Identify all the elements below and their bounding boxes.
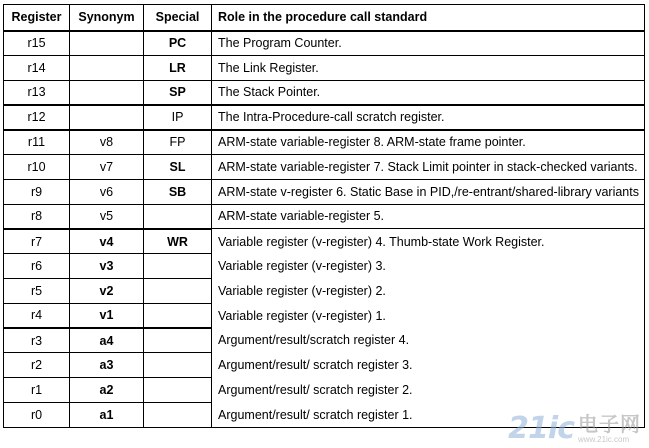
role-cell: Argument/result/ scratch register 2. <box>212 378 645 403</box>
table-row <box>4 303 645 328</box>
header-register: Register <box>4 5 70 31</box>
register-cell: r6 <box>4 254 70 279</box>
special-cell <box>144 402 212 427</box>
register-cell: r1 <box>4 378 70 403</box>
register-cell: r2 <box>4 353 70 378</box>
register-cell: r13 <box>4 80 70 105</box>
register-cell: r5 <box>4 278 70 303</box>
special-cell <box>144 378 212 403</box>
role-cell: The Stack Pointer. <box>212 80 645 105</box>
special-cell <box>144 204 212 229</box>
synonym-cell: v6 <box>70 179 144 204</box>
header-synonym: Synonym <box>70 5 144 31</box>
register-cell: r11 <box>4 130 70 155</box>
watermark-cn: 电子网 <box>578 414 641 436</box>
role-cell: The Program Counter. <box>212 31 645 56</box>
synonym-cell: v2 <box>70 278 144 303</box>
special-cell: FP <box>144 130 212 155</box>
register-cell: r7 <box>4 229 70 254</box>
synonym-cell: v5 <box>70 204 144 229</box>
watermark-text <box>578 415 641 444</box>
table-row <box>4 154 645 179</box>
synonym-cell <box>70 31 144 56</box>
table-row <box>4 378 645 403</box>
special-cell: IP <box>144 105 212 130</box>
role-cell: The Link Register. <box>212 55 645 80</box>
synonym-cell <box>70 55 144 80</box>
table-row <box>4 80 645 105</box>
watermark-logo: 21ic <box>508 411 574 446</box>
special-cell <box>144 278 212 303</box>
watermark-url: www.21ic.com <box>578 435 630 444</box>
table-row <box>4 328 645 353</box>
watermark <box>508 411 641 446</box>
table-row <box>4 278 645 303</box>
role-cell: ARM-state v-register 6. Static Base in PID,/re-entrant/shared-library variants <box>212 179 645 204</box>
table-row <box>4 179 645 204</box>
special-cell: LR <box>144 55 212 80</box>
role-cell: ARM-state variable-register 7. Stack Limit pointer in stack-checked variants. <box>212 154 645 179</box>
register-cell: r14 <box>4 55 70 80</box>
role-cell: ARM-state variable-register 5. <box>212 204 645 229</box>
role-cell: Argument/result/ scratch register 3. <box>212 353 645 378</box>
register-cell: r4 <box>4 303 70 328</box>
synonym-cell: a4 <box>70 328 144 353</box>
role-cell: Argument/result/scratch register 4. <box>212 328 645 353</box>
synonym-cell: v7 <box>70 154 144 179</box>
role-cell: Variable register (v-register) 2. <box>212 278 645 303</box>
synonym-cell: a1 <box>70 402 144 427</box>
synonym-cell: v3 <box>70 254 144 279</box>
role-cell: ARM-state variable-register 8. ARM-state frame pointer. <box>212 130 645 155</box>
special-cell <box>144 353 212 378</box>
table-row <box>4 31 645 56</box>
synonym-cell <box>70 105 144 130</box>
synonym-cell: v1 <box>70 303 144 328</box>
special-cell: PC <box>144 31 212 56</box>
register-cell: r12 <box>4 105 70 130</box>
synonym-cell: v8 <box>70 130 144 155</box>
special-cell: SL <box>144 154 212 179</box>
table-row <box>4 130 645 155</box>
register-cell: r8 <box>4 204 70 229</box>
synonym-cell: v4 <box>70 229 144 254</box>
role-cell: Variable register (v-register) 3. <box>212 254 645 279</box>
role-cell: Argument/result/ scratch register 1. <box>212 402 645 427</box>
register-cell: r3 <box>4 328 70 353</box>
table-row <box>4 55 645 80</box>
role-cell: The Intra-Procedure-call scratch register. <box>212 105 645 130</box>
table-row <box>4 105 645 130</box>
role-cell: Variable register (v-register) 4. Thumb-state Work Register. <box>212 229 645 254</box>
header-role: Role in the procedure call standard <box>212 5 645 31</box>
synonym-cell: a3 <box>70 353 144 378</box>
role-cell: Variable register (v-register) 1. <box>212 303 645 328</box>
table-row <box>4 254 645 279</box>
synonym-cell <box>70 80 144 105</box>
table-row <box>4 353 645 378</box>
special-cell <box>144 328 212 353</box>
special-cell <box>144 303 212 328</box>
register-cell: r0 <box>4 402 70 427</box>
table-header-row <box>4 5 645 31</box>
header-special: Special <box>144 5 212 31</box>
table-row <box>4 204 645 229</box>
synonym-cell: a2 <box>70 378 144 403</box>
special-cell: SP <box>144 80 212 105</box>
special-cell: SB <box>144 179 212 204</box>
register-cell: r15 <box>4 31 70 56</box>
register-cell: r9 <box>4 179 70 204</box>
register-table <box>3 4 645 428</box>
special-cell <box>144 254 212 279</box>
table-row <box>4 229 645 254</box>
special-cell: WR <box>144 229 212 254</box>
register-cell: r10 <box>4 154 70 179</box>
